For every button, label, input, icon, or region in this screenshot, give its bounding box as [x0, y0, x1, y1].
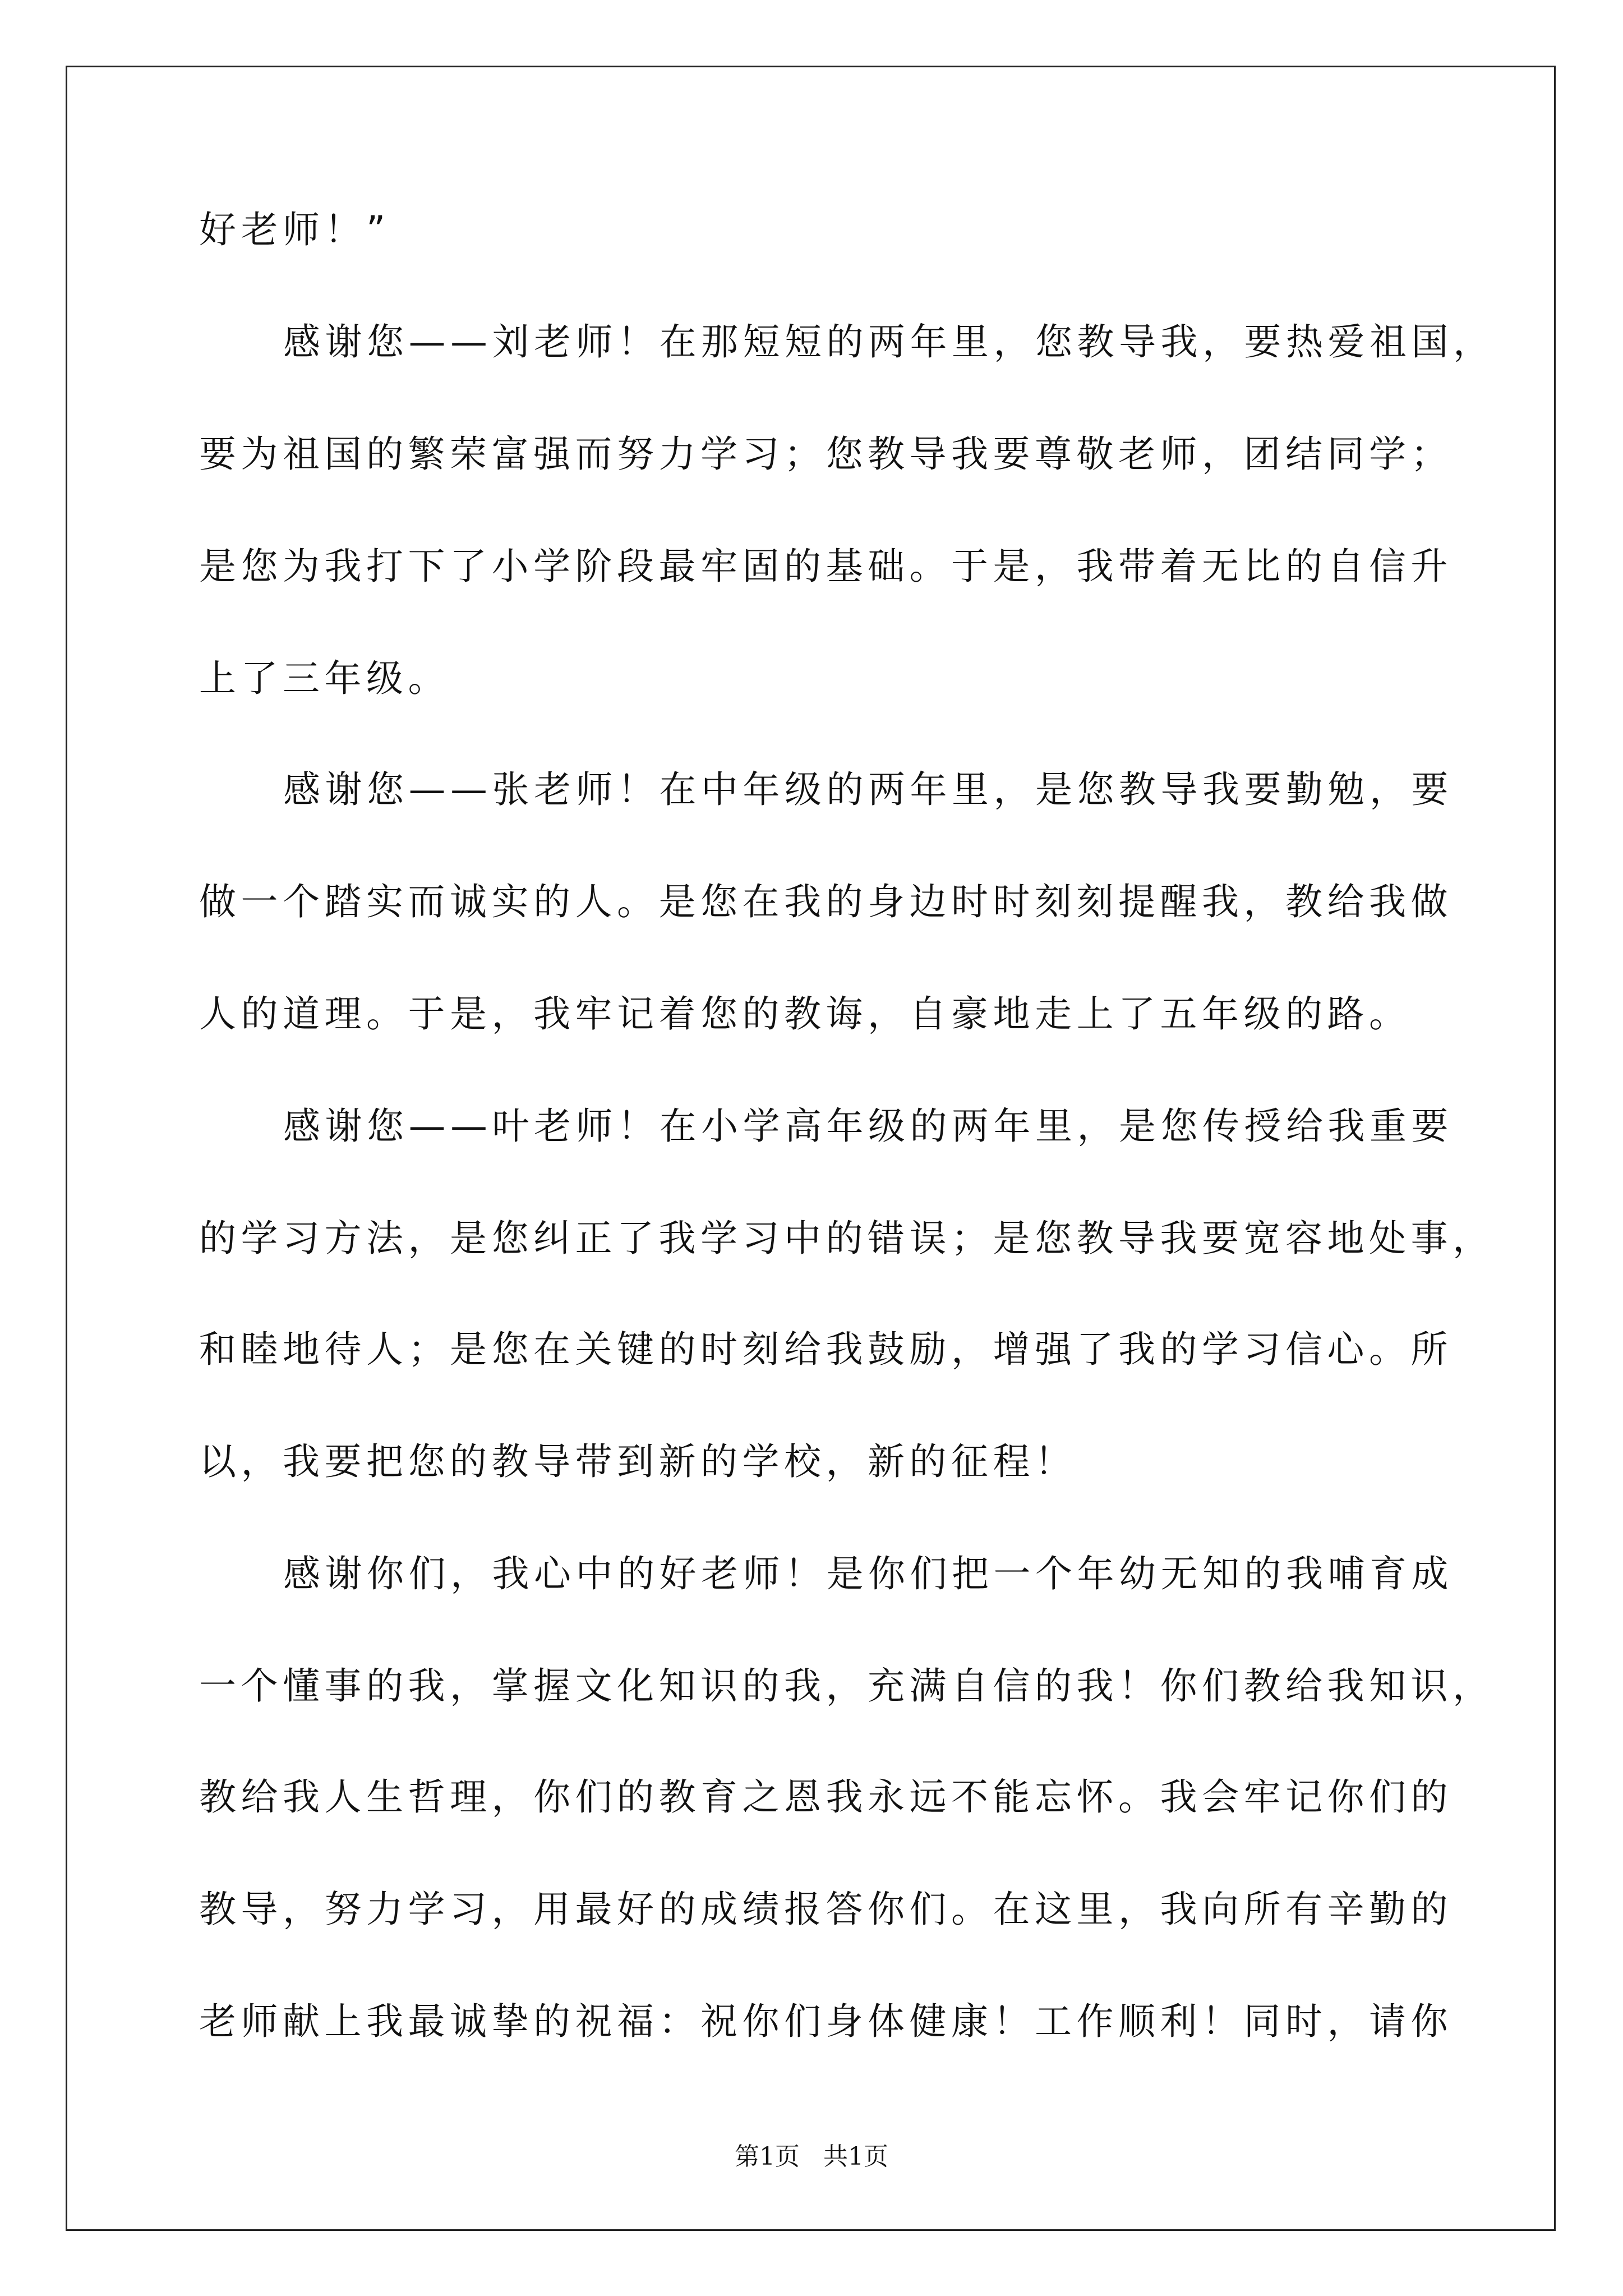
- paragraph-start-line: 感谢您——张老师！在中年级的两年里，是您教导我要勤勉，要: [283, 768, 1453, 811]
- text-line: 人的道理。于是，我牢记着您的教诲，自豪地走上了五年级的路。: [199, 992, 1411, 1036]
- paragraph-start-line: 感谢您——刘老师！在那短短的两年里，您教导我，要热爱祖国，: [283, 320, 1495, 364]
- text-line: 教导，努力学习，用最好的成绩报答你们。在这里，我向所有辛勤的: [199, 1888, 1453, 1931]
- text-line: 老师献上我最诚挚的祝福：祝你们身体健康！工作顺利！同时，请你: [199, 2000, 1453, 2043]
- page-footer: 第1页 共1页: [735, 2142, 888, 2171]
- text-line: 上了三年级。: [199, 657, 450, 700]
- text-line: 好老师！”: [199, 208, 390, 251]
- text-line: 要为祖国的繁荣富强而努力学习；您教导我要尊敬老师，团结同学；: [199, 432, 1453, 476]
- text-line: 一个懂事的我，掌握文化知识的我，充满自信的我！你们教给我知识，: [199, 1664, 1495, 1708]
- text-line: 做一个踏实而诚实的人。是您在我的身边时时刻刻提醒我，教给我做: [199, 880, 1453, 923]
- paragraph-start-line: 感谢您——叶老师！在小学高年级的两年里，是您传授给我重要: [283, 1105, 1453, 1148]
- text-line: 和睦地待人；是您在关键的时刻给我鼓励，增强了我的学习信心。所: [199, 1328, 1453, 1371]
- text-line: 的学习方法，是您纠正了我学习中的错误；是您教导我要宽容地处事，: [199, 1217, 1495, 1260]
- text-line: 以，我要把您的教导带到新的学校，新的征程！: [199, 1440, 1077, 1483]
- paragraph-start-line: 感谢你们，我心中的好老师！是你们把一个年幼无知的我哺育成: [283, 1552, 1453, 1595]
- text-line: 是您为我打下了小学阶段最牢固的基础。于是，我带着无比的自信升: [199, 545, 1453, 588]
- text-line: 教给我人生哲理，你们的教育之恩我永远不能忘怀。我会牢记你们的: [199, 1775, 1453, 1819]
